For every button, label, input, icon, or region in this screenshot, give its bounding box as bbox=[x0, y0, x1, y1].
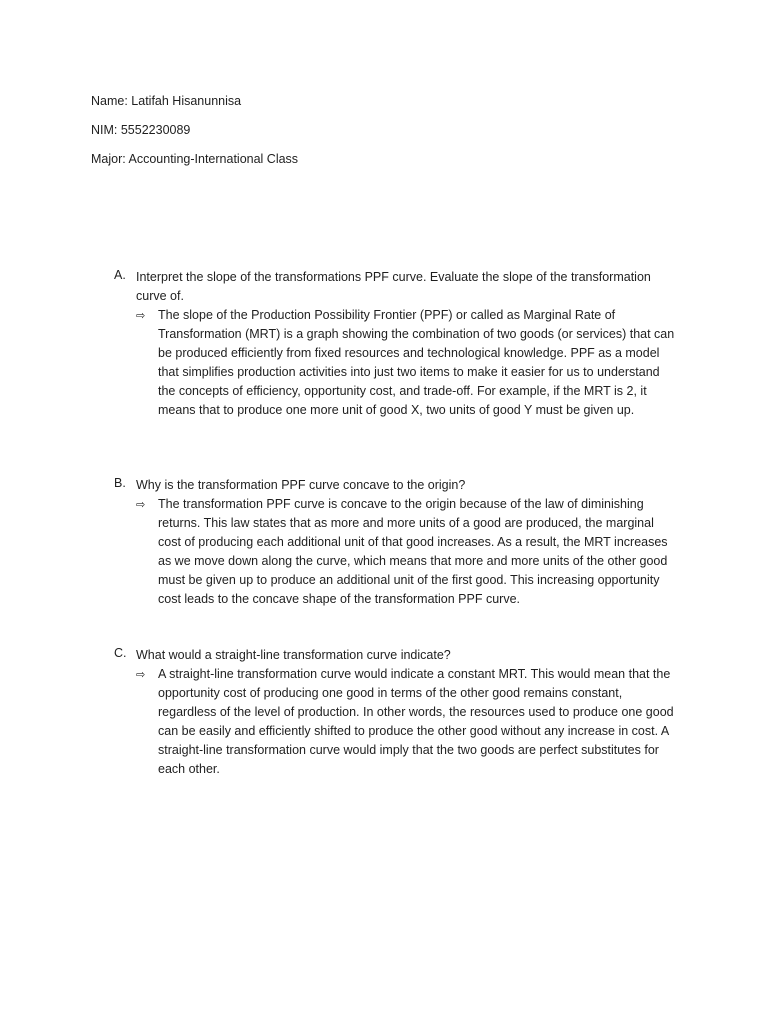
arrow-bullet-icon: ⇨ bbox=[136, 309, 146, 322]
question-letter: A. bbox=[114, 268, 126, 282]
answer-a bbox=[0, 306, 768, 420]
section-a bbox=[0, 268, 768, 420]
question-text: Why is the transformation PPF curve concave to the origin? bbox=[136, 478, 466, 492]
question-c bbox=[0, 646, 768, 665]
section-b bbox=[0, 476, 768, 609]
student-name: Name: Latifah Hisanunnisa bbox=[91, 94, 242, 108]
answer-c bbox=[0, 665, 768, 779]
student-nim: NIM: 5552230089 bbox=[91, 123, 191, 137]
question-text: What would a straight-line transformation curve indicate? bbox=[136, 648, 451, 662]
question-a bbox=[0, 268, 768, 306]
answer-text: The slope of the Production Possibility Frontier (PPF) or called as Marginal Rate of Transformation (MRT) is a graph showing the combination of two goods (or services) that can be produced efficiently from fixed resources and technological knowledge. PPF as a model that simplifies production activities into just two items to make it easier for us to understand the concepts of efficiency, opportunity cost, and trade-off. For example, if the MRT is 2, it means that to produce one more unit of good X, two units of good Y must be given up. bbox=[158, 308, 675, 417]
section-c bbox=[0, 646, 768, 779]
question-letter: C. bbox=[114, 646, 127, 660]
student-major: Major: Accounting-International Class bbox=[91, 152, 299, 166]
answer-b bbox=[0, 495, 768, 609]
answer-text: The transformation PPF curve is concave to the origin because of the law of diminishing returns. This law states that as more and more units of a good are produced, the marginal cost of producing each additional unit of that good increases. As a result, the MRT increases as we move down along the curve, which means that more and more units of the other good must be given up to produce an additional unit of the first good. This increasing opportunity cost leads to the concave shape of the transformation PPF curve. bbox=[158, 497, 668, 606]
question-letter: B. bbox=[114, 476, 126, 490]
arrow-bullet-icon: ⇨ bbox=[136, 498, 146, 511]
arrow-bullet-icon: ⇨ bbox=[136, 668, 146, 681]
question-b bbox=[0, 476, 768, 495]
answer-text: A straight-line transformation curve would indicate a constant MRT. This would mean that the opportunity cost of producing one good in terms of the other good remains constant, regardless of the level of production. In other words, the resources used to produce one good can be easily and efficiently shifted to produce the other good without any increase in cost. A straight-line transformation curve would imply that the two goods are perfect substitutes for each other. bbox=[158, 667, 674, 776]
question-text: Interpret the slope of the transformations PPF curve. Evaluate the slope of the transformation curve of. bbox=[136, 270, 651, 303]
